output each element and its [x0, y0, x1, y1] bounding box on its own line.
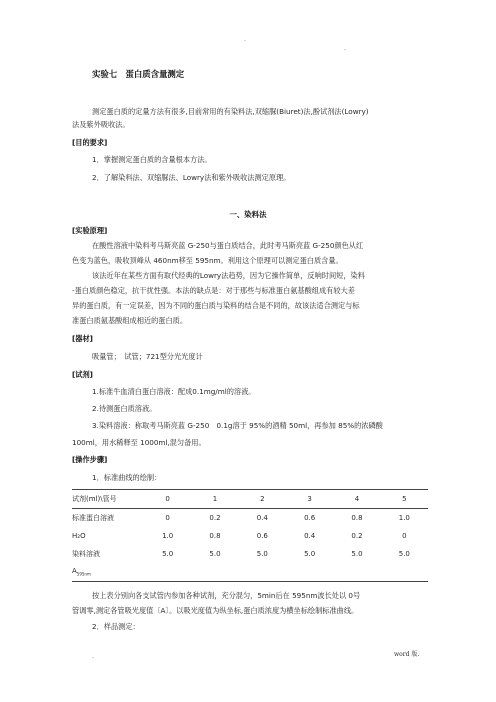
- header-mark-right: .: [344, 45, 346, 52]
- absorbance-label: [72, 563, 144, 582]
- table-cell: 0.2: [351, 532, 363, 540]
- table-row: [72, 545, 428, 563]
- absorbance-symbol: A: [72, 567, 77, 576]
- principle-line-1: 在酸性溶液中染料考马斯亮蓝 G-250与蛋白质结合，此时考马斯亮蓝 G-250颜色从红: [92, 241, 364, 250]
- absorbance-wavelength: 595nm: [76, 571, 91, 577]
- principle-line-4: -蛋白质颜色稳定，抗干扰性强。本法的缺点是：对于那些与标准蛋白氨基酸组成有较大差: [72, 286, 355, 295]
- table-row: [72, 509, 428, 528]
- table-cell: H₂O: [72, 532, 86, 540]
- standard-curve-table: [72, 489, 428, 582]
- table-header-cell: 试剂(ml)\管号: [72, 490, 144, 509]
- table-header-cell: 0: [144, 490, 191, 509]
- reagent-heading: [试剂]: [72, 370, 93, 379]
- table-cell: [191, 563, 238, 582]
- table-cell: 0.6: [304, 514, 316, 522]
- equipment-heading: [器材]: [72, 334, 93, 343]
- section-heading: 一、染料法: [229, 210, 267, 219]
- footer-mark: .: [92, 653, 94, 660]
- table-header-cell: 3: [286, 490, 333, 509]
- table-header-cell: 4: [333, 490, 380, 509]
- table-cell: [381, 563, 428, 582]
- table-cell: 0.6: [256, 532, 268, 540]
- table-cell: 5.0: [304, 550, 316, 558]
- table-cell: 0.8: [209, 532, 221, 540]
- table-header-cell: 1: [191, 490, 238, 509]
- table-cell: 染料溶液: [72, 550, 100, 558]
- intro-line-1: 测定蛋白质的定量方法有很多,目前常用的有染料法,双缩脲(Biuret)法,酚试剂法(Lowry): [92, 107, 369, 116]
- table-cell: 0.8: [351, 514, 363, 522]
- step-2: 2．样品测定：: [92, 622, 140, 631]
- goal-item-2: 2．了解染料法、双缩脲法、Lowry法和紫外吸收法测定原理。: [92, 173, 291, 182]
- table-cell: 0.4: [256, 514, 268, 522]
- intro-line-2: 法及紫外吸收法。: [72, 120, 130, 129]
- footer-label: word 版.: [394, 651, 420, 658]
- table-cell: 0: [402, 532, 407, 540]
- step-1: 1．标准曲线的绘制：: [92, 473, 162, 482]
- table-cell: [286, 563, 333, 582]
- goal-item-1: 1．掌握测定蛋白质的含量根本方法。: [92, 155, 212, 164]
- table-cell: 0.2: [209, 514, 221, 522]
- procedure-line-2: 管调零,测定各管吸光度值〔A〕。以吸光度值为纵坐标,蛋白质浓度为横坐标绘制标准曲线。: [72, 606, 359, 615]
- principle-line-6: 准蛋白质氨基酸组成相近的蛋白质。: [72, 316, 188, 325]
- procedure-line-1: 按上表分别向各支试管内参加各种试剂，充分混匀，5min后在 595nm波长处以 0号: [92, 591, 361, 600]
- table-row: [72, 527, 428, 545]
- table-cell: [333, 563, 380, 582]
- table-cell: [239, 563, 286, 582]
- principle-line-3: 该法近年在某些方面有取代经典的Lowry法趋势，因为它操作简单，反响时间短，染料: [92, 271, 365, 280]
- reagent-item-3: 3.染料溶液：称取考马斯亮蓝 G-250 0.1g溶于 95%的酒精 50ml，再参加 85%的浓磷酸: [92, 421, 383, 430]
- table-row-absorbance: [72, 563, 428, 582]
- table-cell: 5.0: [162, 550, 174, 558]
- table-cell: 1.0: [162, 532, 174, 540]
- equipment-text: 吸量管； 试管；721型分光光度计: [92, 352, 203, 361]
- principle-line-5: 异的蛋白质，有一定误差，因为不同的蛋白质与染料的结合是不同的，故该法适合测定与标: [72, 301, 360, 310]
- table-cell: [144, 563, 191, 582]
- table-cell: 1.0: [398, 514, 410, 522]
- principle-line-2: 色变为蓝色，吸收顶峰从 460nm移至 595nm。利用这个原理可以测定蛋白质含量。: [72, 256, 343, 265]
- reagent-item-3-cont: 100ml，用水稀释至 1000ml,混匀备用。: [72, 438, 206, 447]
- header-mark-left: .: [244, 36, 246, 43]
- table-cell: 标准蛋白溶液: [72, 514, 114, 522]
- page-title: 实验七 蛋白质含量测定: [92, 69, 185, 79]
- steps-heading: [操作步骤]: [72, 455, 108, 464]
- goal-heading: [目的要求]: [72, 138, 108, 147]
- table-header-row: [72, 490, 428, 509]
- table-cell: 0: [165, 514, 170, 522]
- table-cell: 5.0: [351, 550, 363, 558]
- reagent-item-2: 2.待测蛋白质溶液。: [92, 404, 157, 413]
- table-header-cell: 5: [381, 490, 428, 509]
- principle-heading: [实验原理]: [72, 226, 108, 235]
- table-cell: 5.0: [209, 550, 221, 558]
- table-header-cell: 2: [239, 490, 286, 509]
- reagent-item-1: 1.标准牛血清白蛋白溶液：配成0.1mg/ml的溶液。: [92, 387, 256, 396]
- table-cell: 0.4: [304, 532, 316, 540]
- table-cell: 5.0: [256, 550, 268, 558]
- table-cell: 5.0: [398, 550, 410, 558]
